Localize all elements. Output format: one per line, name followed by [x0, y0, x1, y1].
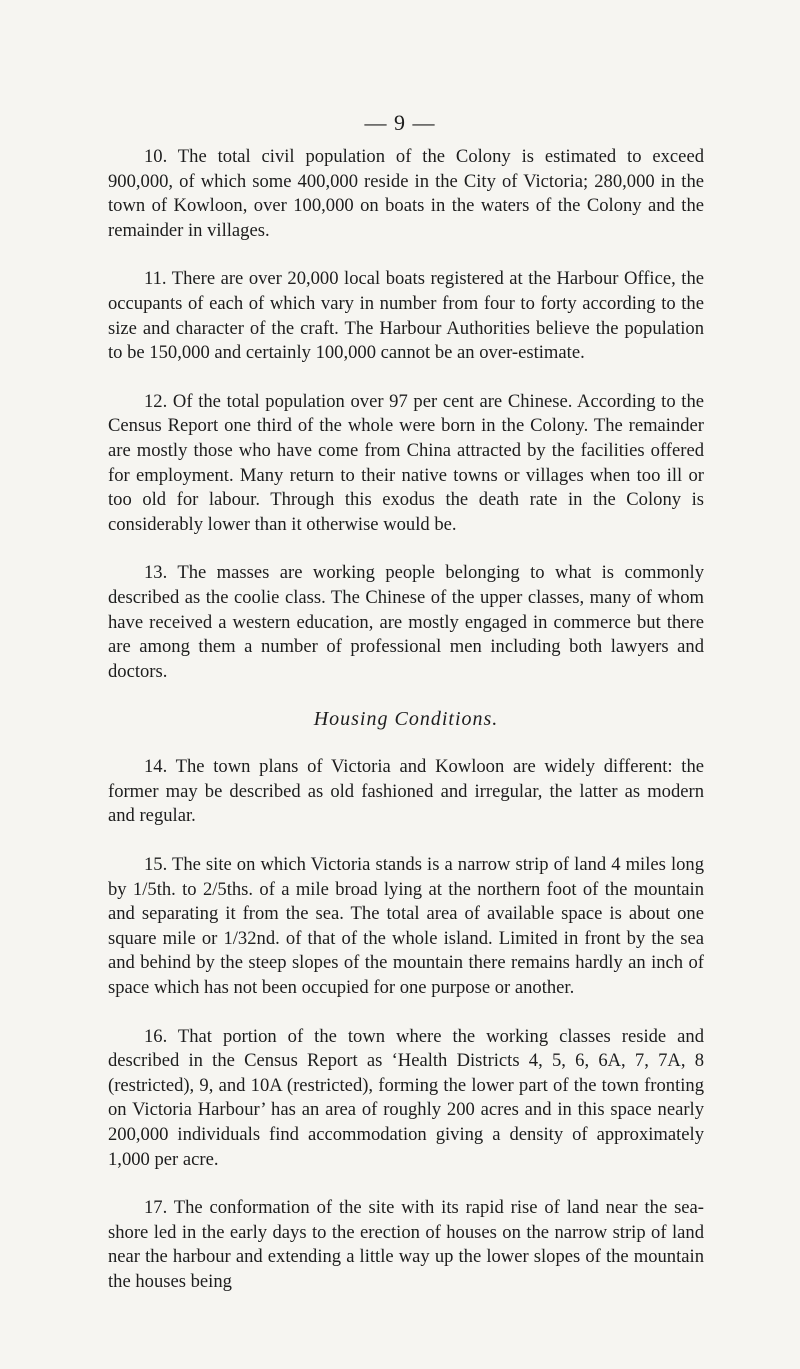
page-number: — 9 —	[364, 110, 436, 135]
section-heading: Housing Conditions.	[313, 708, 499, 731]
paragraph-16: 16. That portion of the town where the working classes reside and described in the Census Report as ‘Health Districts 4, 5, 6, 6A, 7, 7A, 8 (restricted), 9, and 10A (restricted), forming the lower part of the town fronting on Victoria Harbour’ has an area of roughly 200 acres and in this space nearly 200,000 individuals find accommodation giving a density of approximately 1,000 per acre.	[108, 1025, 704, 1170]
paragraph-17: 17. The conformation of the site with its rapid rise of land near the sea-shore led in the early days to the erection of houses on the narrow strip of land near the harbour and extending a little way up the lower slopes of the mountain the houses being	[108, 1197, 704, 1292]
paragraph-10: 10. The total civil population of the Colony is estimated to exceed 900,000, of which some 400,000 reside in the City of Victoria; 280,000 in the town of Kowloon, over 100,000 on boats in the waters of the Colony and the remainder in villages.	[108, 146, 704, 241]
paragraph-15: 15. The site on which Victoria stands is a narrow strip of land 4 miles long by 1/5th. to 2/5ths. of a mile broad lying at the northern foot of the mountain and separating it from the sea. The total area of available space is about one square mile or 1/32nd. of that of the whole island. Limited in front by the sea and behind by the steep slopes of the mountain there remains hardly an inch of space which has not been occupied for one purpose or another.	[108, 854, 704, 999]
body-text	[108, 145, 704, 1319]
paragraph-14: 14. The town plans of Victoria and Kowloon are widely different: the former may be described as old fashioned and irregular, the latter as modern and regular.	[108, 756, 704, 827]
paragraph-13: 13. The masses are working people belonging to what is commonly described as the coolie class. The Chinese of the upper classes, many of whom have received a western education, are mostly engaged in commerce but there are among them a number of professional men including both lawyers and doctors.	[108, 562, 704, 682]
paragraph-11: 11. There are over 20,000 local boats registered at the Harbour Office, the occupants of each of which vary in number from four to forty according to the size and character of the craft. The Harbour Authorities believe the population to be 150,000 and certainly 100,000 cannot be an over-estimate.	[108, 268, 704, 364]
paragraph-12: 12. Of the total population over 97 per cent are Chinese. According to the Census Report one third of the whole were born in the Colony. The remainder are mostly those who have come from China attracted by the facilities offered for employment. Many return to their native towns or villages when too ill or too old for labour. Through this exodus the death rate in the Colony is considerably lower than it otherwise would be.	[108, 390, 704, 535]
